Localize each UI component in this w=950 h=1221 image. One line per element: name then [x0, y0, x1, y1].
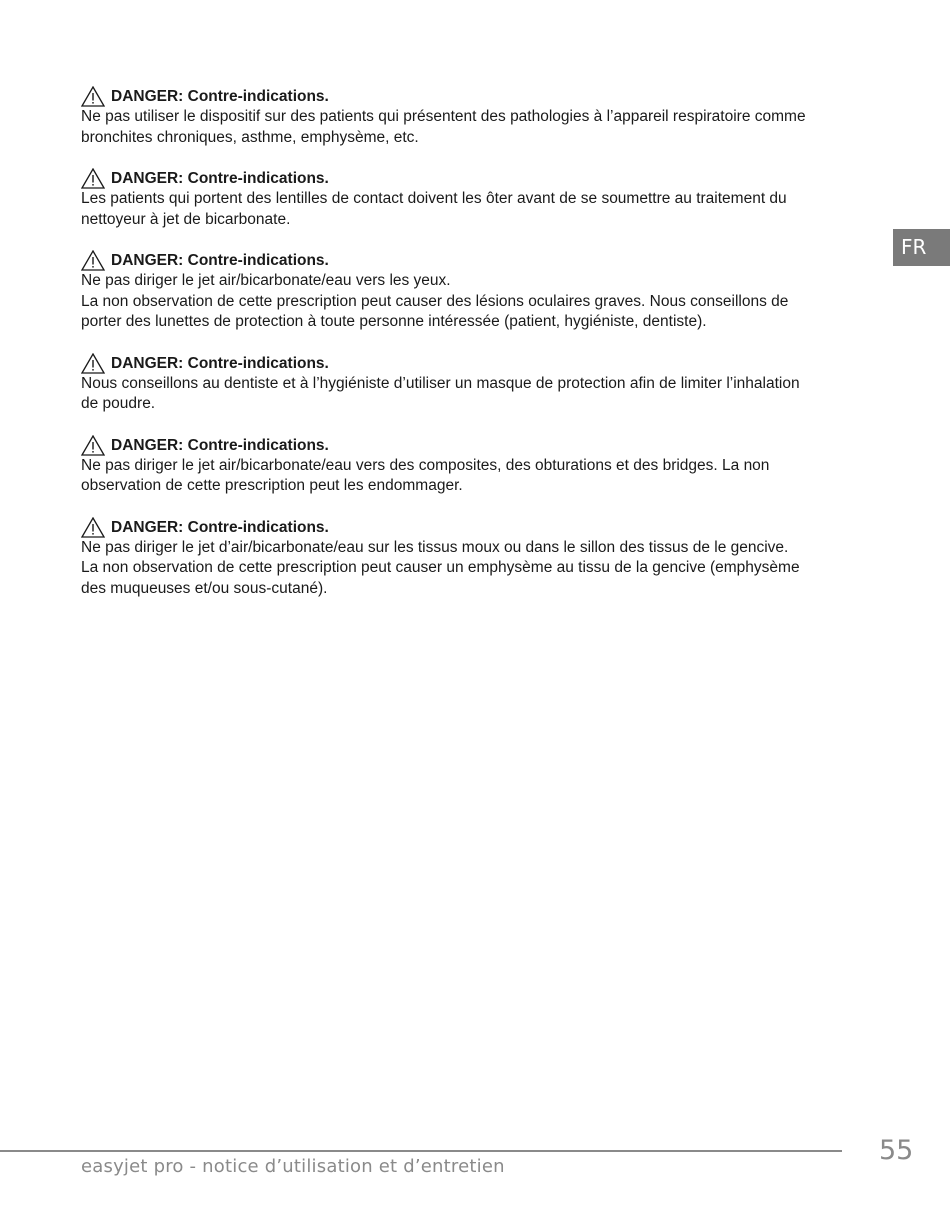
danger-warning: [81, 516, 881, 600]
warning-body-line: Les patients qui portent des lentilles de contact doivent les ôter avant de se soumettre au traitement du: [81, 190, 787, 207]
warning-body-line: Ne pas diriger le jet air/bicarbonate/eau vers les yeux.: [81, 272, 451, 289]
warning-body-line: La non observation de cette prescription peut causer des lésions oculaires graves. Nous conseillons de: [81, 292, 789, 310]
warning-heading-text: DANGER: Contre-indications.: [111, 436, 329, 454]
warning-body-line: Ne pas diriger le jet air/bicarbonate/eau vers des composites, des obturations et des bridges. La non: [81, 456, 770, 474]
warning-heading-text: DANGER: Contre-indications.: [111, 518, 329, 536]
danger-warning: [81, 85, 881, 148]
warning-heading: [81, 167, 881, 189]
language-tab: FR: [893, 229, 950, 266]
warning-body-line: La non observation de cette prescription peut causer un emphysème au tissu de la gencive (emphysème: [81, 559, 800, 576]
warning-triangle-icon: [81, 517, 105, 538]
footer-divider: [0, 1150, 842, 1152]
danger-warning: [81, 167, 881, 230]
warning-body: [81, 538, 881, 600]
warning-triangle-icon: [81, 435, 105, 456]
warning-body-line: Ne pas utiliser le dispositif sur des patients qui présentent des pathologies à l’appareil respiratoire comme: [81, 108, 806, 125]
warning-heading-text: DANGER: Contre-indications.: [111, 252, 329, 269]
footer-title: easyjet pro - notice d’utilisation et d’entretien: [81, 1156, 505, 1177]
warning-triangle-icon: [81, 250, 105, 271]
warning-body: [81, 189, 881, 230]
warning-body-line: bronchites chroniques, asthme, emphysème, etc.: [81, 128, 419, 146]
warning-body-line: nettoyeur à jet de bicarbonate.: [81, 210, 291, 228]
warning-body: [81, 271, 881, 333]
warning-body-line: observation de cette prescription peut les endommager.: [81, 477, 463, 494]
warning-triangle-icon: [81, 353, 105, 374]
page-number: 55: [879, 1135, 914, 1166]
warning-body: [81, 374, 881, 415]
warnings-list: [81, 85, 881, 618]
warning-heading-text: DANGER: Contre-indications.: [111, 88, 329, 105]
warning-heading: [81, 249, 881, 271]
warning-heading: [81, 434, 881, 456]
warning-heading: [81, 85, 881, 107]
warning-triangle-icon: [81, 168, 105, 189]
warning-body-line: Ne pas diriger le jet d’air/bicarbonate/eau sur les tissus moux ou dans le sillon des tissus de le gencive.: [81, 538, 789, 556]
warning-heading-text: DANGER: Contre-indications.: [111, 170, 329, 187]
danger-warning: [81, 249, 881, 333]
warning-heading: [81, 352, 881, 374]
warning-body-line: porter des lunettes de protection à toute personne intéressée (patient, hygiéniste, dentiste).: [81, 313, 707, 330]
warning-body-line: de poudre.: [81, 395, 156, 412]
warning-body: [81, 456, 881, 497]
warning-heading: [81, 516, 881, 538]
danger-warning: [81, 434, 881, 497]
warning-body: [81, 107, 881, 148]
warning-heading-text: DANGER: Contre-indications.: [111, 354, 329, 372]
warning-triangle-icon: [81, 86, 105, 107]
danger-warning: [81, 352, 881, 415]
warning-body-line: des muqueuses et/ou sous-cutané).: [81, 579, 328, 597]
warning-body-line: Nous conseillons au dentiste et à l’hygiéniste d’utiliser un masque de protection afin de limiter l’inhalation: [81, 374, 800, 392]
